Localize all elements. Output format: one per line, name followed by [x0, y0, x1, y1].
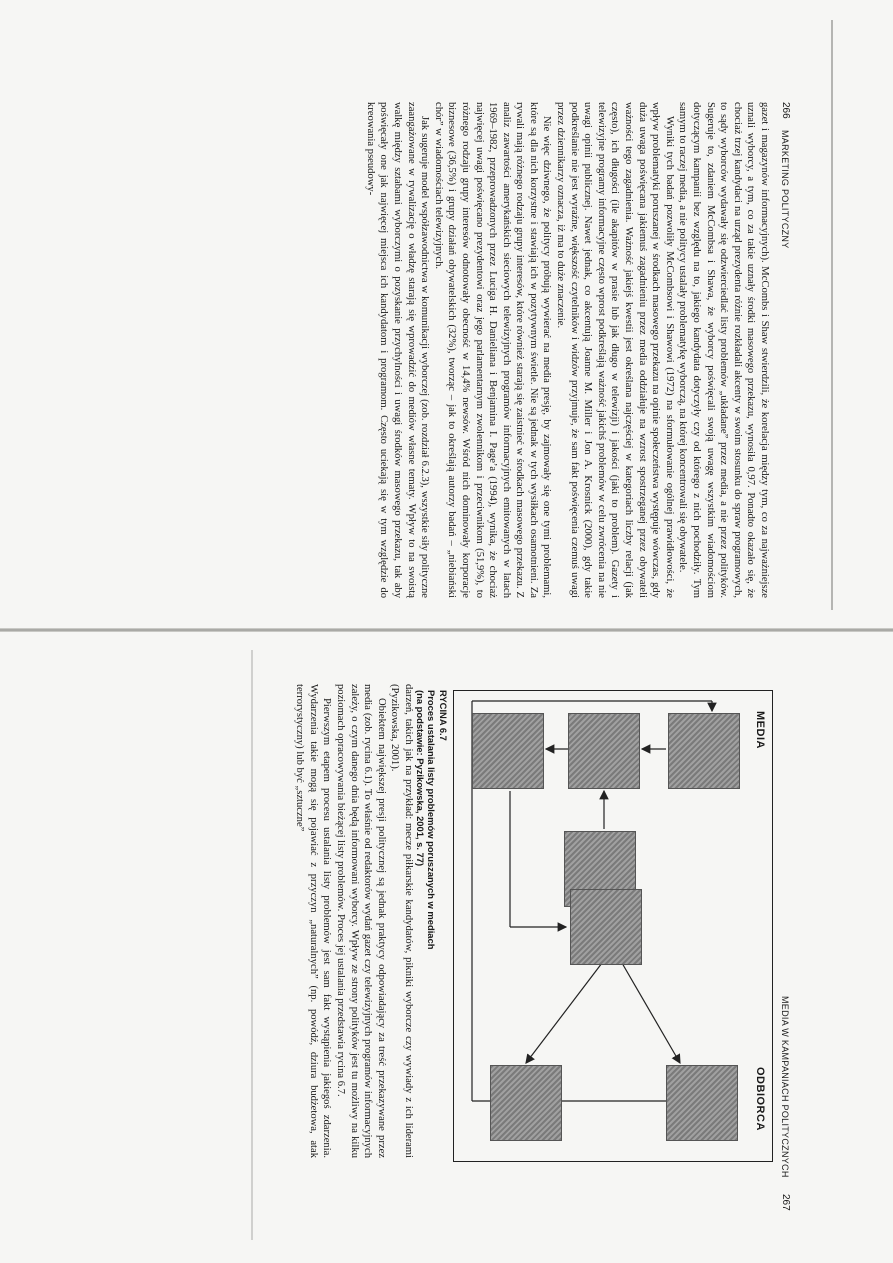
figure-heading-media: MEDIA — [754, 711, 766, 749]
figure-box-center — [570, 889, 642, 965]
figure-box-odbiorca-1 — [666, 1065, 738, 1141]
arrow-center-to-odbiorca-1 — [622, 963, 680, 1063]
figure-caption — [415, 690, 450, 1170]
figure-box-odbiorca-2 — [490, 1065, 562, 1141]
paragraph: Jak sugeruje model współzawodnictwa w komunikacji wyborczej (zob. rozdział 6.2.3), wszystkie siły polityczne zaangażowane w rywalizację o władzę starają się wprowadzić do mediów własne tematy. Wpływ to na swoistą walkę między sztabami wyborczymi o pozyskanie przychylności i uwagi środków masowego przekazu, tak aby poświęcały one jak najwięcej miejsca ich kandydatom i programom. Często uciekają się w tym względzie do kreowania pseudowy- — [364, 102, 431, 598]
paragraph: Pierwszym etapem procesu ustalania listy problemów jest sam fakt wystąpienia jakiegoś zdarzenia. Wydarzenia takie mogą się pojawiać z przyczyn „naturalnych” (np. powódź, dziura budżetowa, atak terrorystyczny) lub być „sztuczne” — [294, 684, 333, 1158]
paragraph: Nie więc dziwnego, że politycy próbują wywierać na media presję, by zajmowały się one tymi problemami, które są dla nich korzystne i stawiają ich w pozytywnym świetle. Nie są jednak w tych wysiłkach osamotnieni. Za rywali mają różnego rodzaju grupy interesów, które również starają się zaistnieć w środkach masowego przekazu. Z analiz zawartości amerykańskich sieciowych telewizyjnych programów informacyjnych emitowanych w latach 1969–1982, przeprowadzonych przez Luciga H. Danieliana i Benjamina I. Page’a (1994), wynika, że chociaż najwięcej uwagi poświęcano prezydentowi oraz jego parlamentarnym zwolennikom i przeciwnikom (51,9%), to różnego rodzaju grupy interesów odnotowały obecność w 14,4% newsów. Wśród nich dominowały korporacje biznesowe (36,5%) i grupy działań obywatelskich (32%), tworząc – jak to określają autorzy badań – „niebiański chór” w wiadomościach telewizyjnych. — [432, 102, 553, 598]
paragraph: darzeń, takich jak na przykład: mecze piłkarskie kandydatów, pikniki wyborcze czy wywiady z ich liderami (Pyzikowska, 2001). — [389, 684, 414, 1158]
figure-source: (na podstawie: Pyzikowska, 2001, s. 77) — [415, 690, 426, 867]
arrow-center-to-odbiorca-2 — [526, 963, 602, 1063]
body-text — [293, 684, 415, 1158]
figure-label: RYCINA 6.7 — [438, 690, 449, 741]
figure-box-media-2 — [568, 713, 640, 789]
figure-box-media-1 — [668, 713, 740, 789]
body-text — [363, 102, 771, 598]
running-head: MEDIA W KAMPANIACH POLITYCZNYCH — [780, 996, 790, 1178]
running-head: MARKETING POLITYCZNY — [780, 130, 790, 249]
paragraph: Obiektem największej presji politycznej są jednak praktycy odpowiadający za treść przekazywane przez media (zob. rycina 6.1). To właśnie od redaktorów wydań gazet czy telewizyjnych programów informacyjnych zależy, o czym danego dnia będą informowani wyborcy. Wpływ ze strony polityków jest tu możliwy na kilku poziomach opracowywania bieżącej listy problemów. Proces jej ustalania przedstawia rycina 6.7. — [335, 684, 387, 1158]
figure-heading-odbiorca: ODBIORCA — [754, 1067, 766, 1131]
figure-box-media-3 — [472, 713, 544, 789]
figure-diagram — [453, 690, 773, 1162]
page-number: 266 — [780, 102, 791, 119]
paragraph: gazet i magazynów informacyjnych). McCombs i Shaw stwierdzili, że korelacja między tym, co za najważniejsze uznali wyborcy, a tym, co za takie uznały środki masowego przekazu, wynosiła 0,97. Ponadto okazało się, że chociaż trzej kandydaci na urząd prezydenta różnie rozkładali akcenty w swoim stosunku do spraw programowych, to sądy wyborców wydawały się odzwierciedlać listy problemów „układane” przez media, a nie przez polityków. Sugeruje to, zdaniem McCombsa i Shawa, że wyborcy poświęcali swoją uwagę wszystkim wiadomościom dotyczącym kampanii bez względu na to, jakiego kandydata dotyczyły czy od którego z nich pochodziły. Tym samym to raczej media, a nie politycy ustalały problematykę wyborczą, na której koncentrowali się obywatele. — [677, 102, 770, 598]
page-number: 267 — [780, 1194, 791, 1211]
paragraph: Wyniki tych badań pozwoliły McCombsowi i Shawowi (1972) na sformułowanie ogólnej prawidłowości, że wpływ problematyki poruszanej w środkach masowego przekazu na opinie społeczeństwa występuje wówczas, gdy duża uwaga poświęcana jakiemuś zagadnieniu przez media oddziałuje na wzrost spostrzeganej przez obywateli ważności tego zagadnienia. Ważność jakiejś kwestii jest określana najczęściej w kategoriach liczby relacji (jak często), ich długości (ile akapitów w prasie lub jak długo w telewizji) i jakości (jaki to problem). Gazety i telewizyjne programy informacyjne często wprost podkreślają ważność jakichś problemów w celu zwrócenia na nie uwagi opinii publicznej. Nawet jednak, co akcentują Joanne M. Miller i Jon A. Krosnick (2000), gdy takie podkreślanie nie jest wyraźne, większość czytelników i widzów przyjmuje, że sam fakt poświęcenia czemuś uwagi przez dziennikarzy oznacza, iż ma to duże znaczenie. — [555, 102, 675, 598]
figure-title: Proces ustalania listy problemów poruszanych w mediach — [426, 690, 438, 950]
right-page — [0, 632, 893, 1263]
left-page — [0, 0, 893, 631]
